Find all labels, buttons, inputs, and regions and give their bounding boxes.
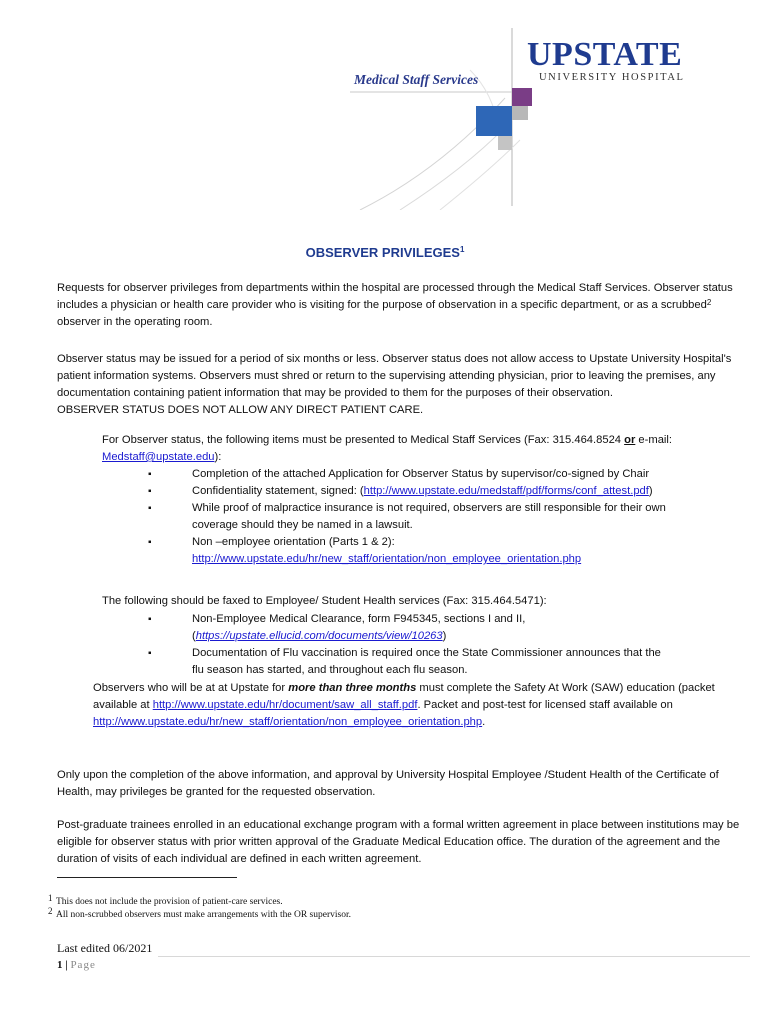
title-text: OBSERVER PRIVILEGES (305, 245, 460, 260)
status-text: Observer status may be issued for a period of six months or less. Observer status does not allow access to Upstate University Hospital's patient information systems. Observers must shred or return to the supervising attending physician, prior to leaving the premises, any documentation containing patient information that may be provided to them for the purposes of their observation. (57, 353, 732, 399)
list-item (148, 645, 668, 679)
orientation-link[interactable]: http://www.upstate.edu/hr/new_staff/orientation/non_employee_orientation.php (192, 553, 582, 565)
application-item-text: Completion of the attached Application for Observer Status by supervisor/co-signed by Chair (192, 468, 650, 480)
confidentiality-prefix: Confidentiality statement, signed: ( (192, 485, 364, 497)
footnote-text: This does not include the provision of patient-care services. (56, 897, 283, 907)
footnote-number: 1 (48, 893, 53, 903)
intro-text-2: observer in the operating room. (57, 316, 213, 328)
clearance-form-link[interactable]: https://upstate.ellucid.com/documents/view/10263 (195, 630, 443, 642)
msa-intro-mid: e-mail: (635, 434, 673, 446)
clearance-form-prefix: Non-Employee Medical Clearance, form F945345, sections I and II, ( (192, 613, 526, 642)
footnote-number: 2 (48, 906, 53, 916)
title-footnote-ref: 1 (459, 245, 465, 254)
footnote-divider (57, 877, 237, 878)
medstaff-email-link[interactable]: Medstaff@upstate.edu (102, 451, 215, 463)
health-requirements-list (148, 611, 668, 679)
intro-text-1: Requests for observer privileges from departments within the hospital are processed through the Medical Staff Services. Observer status includes a physician or health care provider who is visiting for the purpose of observation in a specific department, or as a scrubbed (57, 282, 733, 311)
saw-prefix: Observers who will be at at Upstate for (93, 682, 289, 694)
msa-intro-suffix: ): (214, 451, 222, 463)
msa-intro-prefix: For Observer status, the following items must be presented to Medical Staff Services (Fax: 315.464.8524 (102, 434, 625, 446)
saw-paragraph (93, 680, 758, 731)
confidentiality-link[interactable]: http://www.upstate.edu/medstaff/pdf/forms/conf_attest.pdf (363, 485, 649, 497)
health-section-intro: The following should be faxed to Employee/ Student Health services (Fax: 315.464.5471): (102, 595, 547, 607)
flu-item-text: Documentation of Flu vaccination is required once the State Commissioner announces that the flu season has started, and throughout each flu season. (192, 647, 661, 676)
orientation-label: Non –employee orientation (Parts 1 & 2): (192, 536, 395, 548)
msa-or-word: or (624, 434, 636, 446)
footnote-text: All non-scrubbed observers must make arrangements with the OR supervisor. (56, 910, 351, 920)
upstate-logo (527, 38, 687, 84)
page-label: Page (70, 959, 96, 971)
saw-packet-link[interactable]: http://www.upstate.edu/hr/document/saw_all_staff.pdf (152, 699, 418, 711)
saw-mid: must complete the Safety At Work (SAW) education (packet available at (93, 682, 715, 711)
purple-square (512, 88, 532, 106)
intro-footnote-ref: 2 (706, 298, 712, 307)
malpractice-item-text: While proof of malpractice insurance is not required, observers are still responsible for their own coverage should they be named in a lawsuit. (192, 502, 666, 531)
gray-square (512, 106, 528, 120)
document-title (0, 244, 770, 261)
logo-wordmark: UPSTATE (527, 36, 683, 73)
footnote-item (48, 893, 548, 909)
department-title: Medical Staff Services (354, 72, 479, 87)
page-number-value: 1 (57, 959, 63, 971)
intro-paragraph (57, 280, 757, 331)
letterhead (0, 0, 770, 210)
orientation-link-2[interactable]: http://www.upstate.edu/hr/new_staff/orientation/non_employee_orientation.php (93, 716, 483, 728)
saw-mid-2: . Packet and post-test for licensed staff available on (417, 699, 673, 711)
footnote-item (48, 906, 548, 922)
confidentiality-suffix: ) (648, 485, 653, 497)
last-edited: Last edited 06/2021 (57, 941, 153, 955)
saw-emphasis: more than three months (288, 682, 417, 694)
page-separator: | (62, 959, 71, 971)
postgrad-paragraph: Post-graduate trainees enrolled in an educational exchange program with a formal written agreement in place between institutions may be eligible for observer status with prior written approval of the Graduate Medical Education office. The duration of the agreement and the duration of visits of each individual are defined in each written agreement. (57, 819, 740, 865)
small-gray-square (498, 136, 512, 150)
saw-suffix: . (482, 716, 486, 728)
list-item (148, 483, 668, 500)
clearance-form-suffix: ) (442, 630, 447, 642)
footer-divider (158, 956, 750, 957)
page-number (57, 957, 96, 974)
list-item (148, 611, 668, 645)
logo-subtitle: UNIVERSITY HOSPITAL (539, 72, 685, 83)
list-item (148, 534, 668, 568)
status-paragraph (57, 351, 757, 419)
status-warning: OBSERVER STATUS DOES NOT ALLOW ANY DIRECT PATIENT CARE. (57, 404, 424, 416)
list-item (148, 500, 668, 534)
blue-square (476, 106, 512, 136)
completion-paragraph: Only upon the completion of the above information, and approval by University Hospital Employee /Student Health of the Certificate of Health, may privileges be granted for the requested observation. (57, 769, 719, 798)
footnotes (48, 893, 548, 922)
msa-section-intro (102, 432, 702, 466)
msa-requirements-list (148, 466, 668, 568)
decorative-graphic (0, 0, 770, 210)
list-item (148, 466, 668, 483)
